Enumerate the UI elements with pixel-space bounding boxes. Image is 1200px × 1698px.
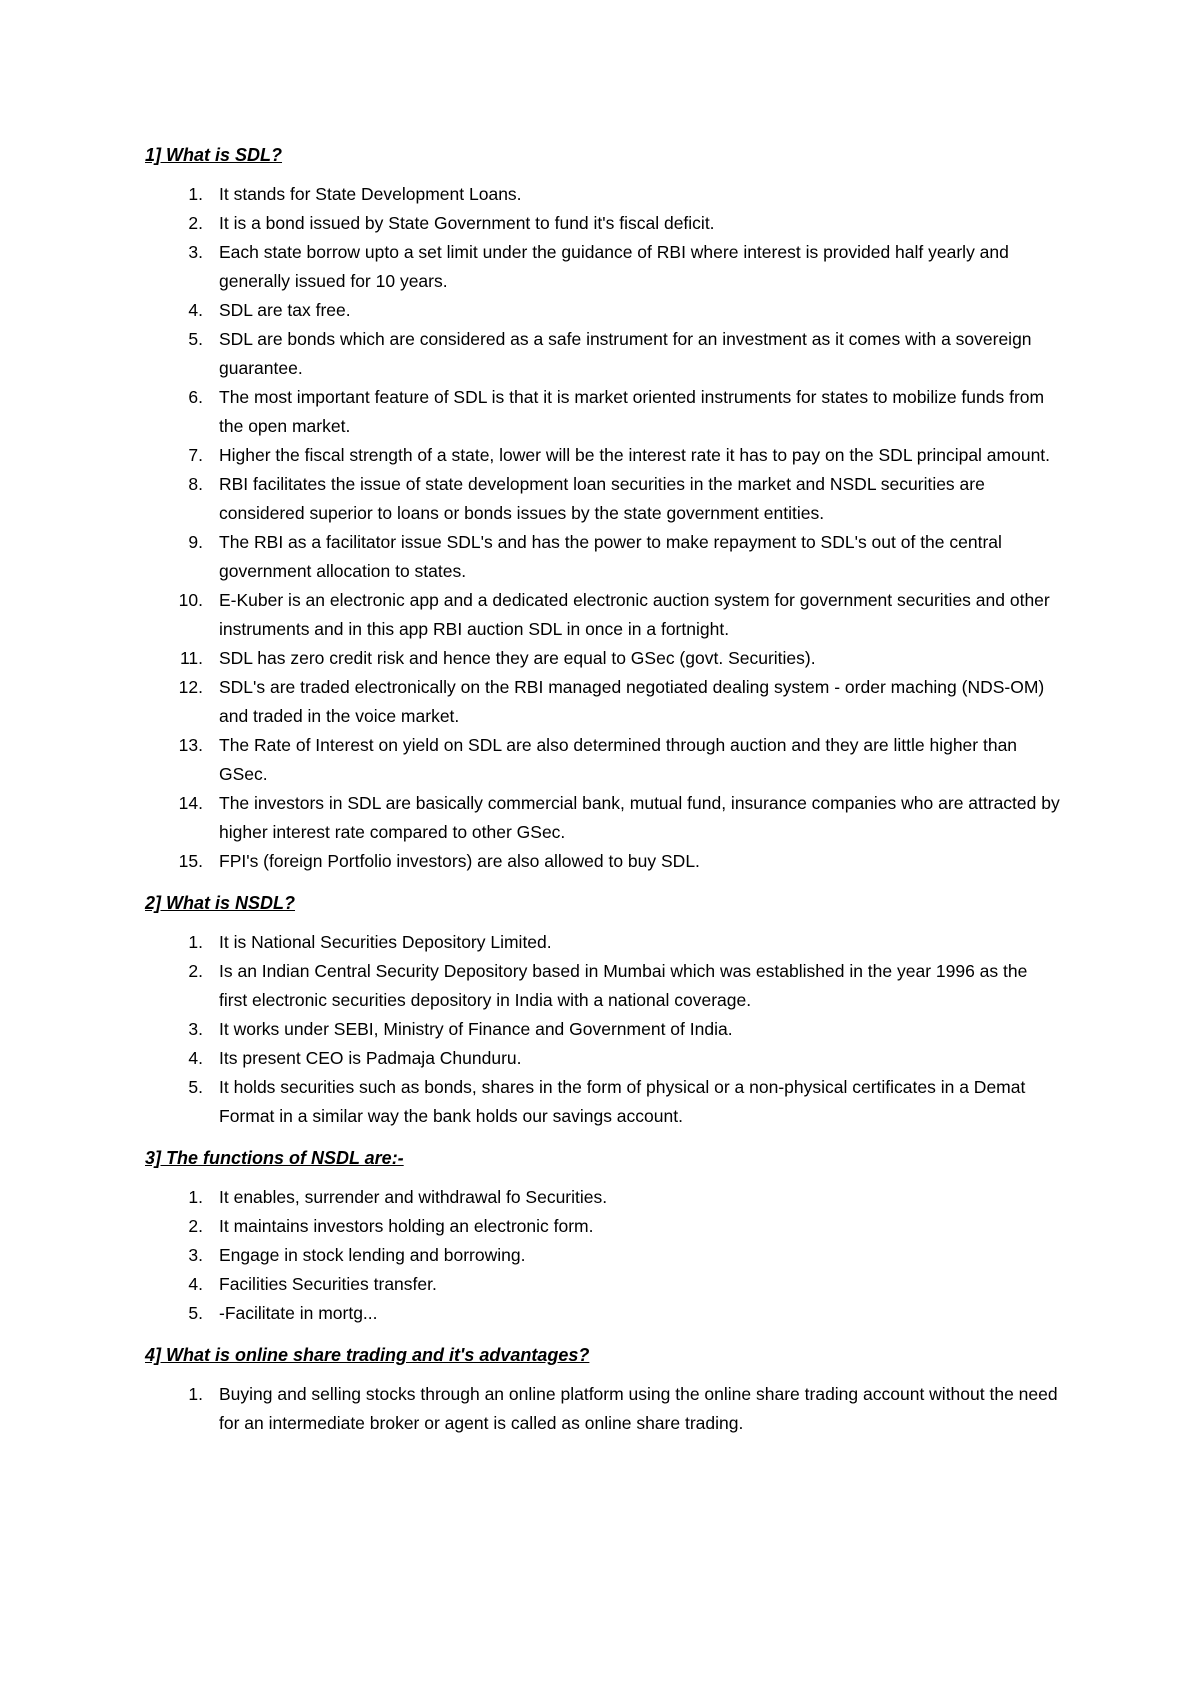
list-item <box>145 928 1060 957</box>
list-item <box>145 238 1060 296</box>
section-1 <box>145 140 1060 876</box>
document-content <box>145 140 1060 1450</box>
numbered-list <box>145 1183 1060 1328</box>
list-item-number: 15. <box>178 851 203 871</box>
list-item-text: It maintains investors holding an electronic form. <box>219 1216 594 1236</box>
list-item-text: Is an Indian Central Security Depository based in Mumbai which was established in the year 1996 as the first electronic securities depository in India with a national coverage. <box>219 961 1028 1010</box>
list-item <box>145 586 1060 644</box>
list-item-number: 5. <box>188 329 203 349</box>
list-item-text: Each state borrow upto a set limit under the guidance of RBI where interest is provided half yearly and generally issued for 10 years. <box>219 242 1009 291</box>
numbered-list <box>145 180 1060 876</box>
list-item-text: SDL's are traded electronically on the RBI managed negotiated dealing system - order maching (NDS-OM) and traded in the voice market. <box>219 677 1045 726</box>
list-item-text: Higher the fiscal strength of a state, lower will be the interest rate it has to pay on the SDL principal amount. <box>219 445 1051 465</box>
section-heading: 1] What is SDL? <box>145 145 283 165</box>
list-item-text: Facilities Securities transfer. <box>219 1274 437 1294</box>
list-item-text: It works under SEBI, Ministry of Finance and Government of India. <box>219 1019 733 1039</box>
section-3 <box>145 1143 1060 1328</box>
list-item-text: RBI facilitates the issue of state development loan securities in the market and NSDL securities are considered superior to loans or bonds issues by the state government entities. <box>219 474 985 523</box>
list-item <box>145 1183 1060 1212</box>
list-item-text: FPI's (foreign Portfolio investors) are also allowed to buy SDL. <box>219 851 700 871</box>
list-item-text: Its present CEO is Padmaja Chunduru. <box>219 1048 522 1068</box>
list-item <box>145 644 1060 673</box>
list-item-text: It is a bond issued by State Government to fund it's fiscal deficit. <box>219 213 715 233</box>
list-item <box>145 1044 1060 1073</box>
list-item <box>145 1015 1060 1044</box>
list-item-number: 11. <box>179 648 203 668</box>
list-item-number: 1. <box>188 932 203 952</box>
list-item-number: 1. <box>188 184 203 204</box>
list-item-number: 3. <box>188 1245 203 1265</box>
list-item <box>145 1241 1060 1270</box>
numbered-list <box>145 1380 1060 1438</box>
list-item-number: 14. <box>178 793 203 813</box>
list-item <box>145 731 1060 789</box>
list-item <box>145 957 1060 1015</box>
list-item-text: The RBI as a facilitator issue SDL's and has the power to make repayment to SDL's out of the central government allocation to states. <box>219 532 1002 581</box>
list-item <box>145 1299 1060 1328</box>
list-item-text: The Rate of Interest on yield on SDL are also determined through auction and they are little higher than GSec. <box>219 735 1018 784</box>
list-item <box>145 470 1060 528</box>
list-item <box>145 441 1060 470</box>
list-item-number: 9. <box>188 532 203 552</box>
list-item-number: 3. <box>188 242 203 262</box>
list-item-text: Buying and selling stocks through an online platform using the online share trading account without the need for an intermediate broker or agent is called as online share trading. <box>219 1384 1058 1433</box>
list-item-number: 4. <box>188 1048 203 1068</box>
list-item <box>145 1380 1060 1438</box>
section-heading: 3] The functions of NSDL are:- <box>145 1148 404 1168</box>
list-item-text: SDL has zero credit risk and hence they are equal to GSec (govt. Securities). <box>219 648 816 668</box>
list-item-number: 12. <box>178 677 203 697</box>
list-item-text: It enables, surrender and withdrawal fo Securities. <box>219 1187 608 1207</box>
list-item-text: It holds securities such as bonds, shares in the form of physical or a non-physical certificates in a Demat Format in a similar way the bank holds our savings account. <box>219 1077 1026 1126</box>
list-item <box>145 1212 1060 1241</box>
list-item-text: E-Kuber is an electronic app and a dedicated electronic auction system for government securities and other instruments and in this app RBI auction SDL in once in a fortnight. <box>219 590 1050 639</box>
list-item-number: 5. <box>188 1077 203 1097</box>
list-item <box>145 383 1060 441</box>
list-item <box>145 209 1060 238</box>
list-item-number: 1. <box>188 1187 203 1207</box>
list-item-number: 1. <box>188 1384 203 1404</box>
list-item-number: 8. <box>188 474 203 494</box>
section-4 <box>145 1340 1060 1438</box>
list-item <box>145 1270 1060 1299</box>
list-item <box>145 180 1060 209</box>
list-item-text: The investors in SDL are basically commercial bank, mutual fund, insurance companies who are attracted by higher interest rate compared to other GSec. <box>219 793 1060 842</box>
numbered-list <box>145 928 1060 1131</box>
list-item-number: 2. <box>188 213 203 233</box>
list-item-number: 6. <box>188 387 203 407</box>
list-item-text: -Facilitate in mortg... <box>219 1303 378 1323</box>
list-item <box>145 528 1060 586</box>
list-item <box>145 1073 1060 1131</box>
section-heading: 4] What is online share trading and it's advantages? <box>145 1345 590 1365</box>
list-item <box>145 847 1060 876</box>
list-item-number: 4. <box>188 300 203 320</box>
list-item-number: 4. <box>188 1274 203 1294</box>
list-item-text: The most important feature of SDL is that it is market oriented instruments for states to mobilize funds from the open market. <box>219 387 1045 436</box>
list-item-number: 3. <box>188 1019 203 1039</box>
list-item <box>145 673 1060 731</box>
list-item-number: 2. <box>188 1216 203 1236</box>
list-item-number: 2. <box>188 961 203 981</box>
section-heading: 2] What is NSDL? <box>145 893 296 913</box>
list-item-text: It stands for State Development Loans. <box>219 184 522 204</box>
list-item <box>145 789 1060 847</box>
list-item-number: 13. <box>178 735 203 755</box>
list-item-text: SDL are tax free. <box>219 300 351 320</box>
list-item-text: It is National Securities Depository Limited. <box>219 932 552 952</box>
list-item-text: SDL are bonds which are considered as a safe instrument for an investment as it comes with a sovereign guarantee. <box>219 329 1032 378</box>
list-item <box>145 325 1060 383</box>
list-item <box>145 296 1060 325</box>
list-item-number: 5. <box>188 1303 203 1323</box>
section-2 <box>145 888 1060 1131</box>
list-item-number: 7. <box>188 445 203 465</box>
list-item-number: 10. <box>178 590 203 610</box>
list-item-text: Engage in stock lending and borrowing. <box>219 1245 526 1265</box>
